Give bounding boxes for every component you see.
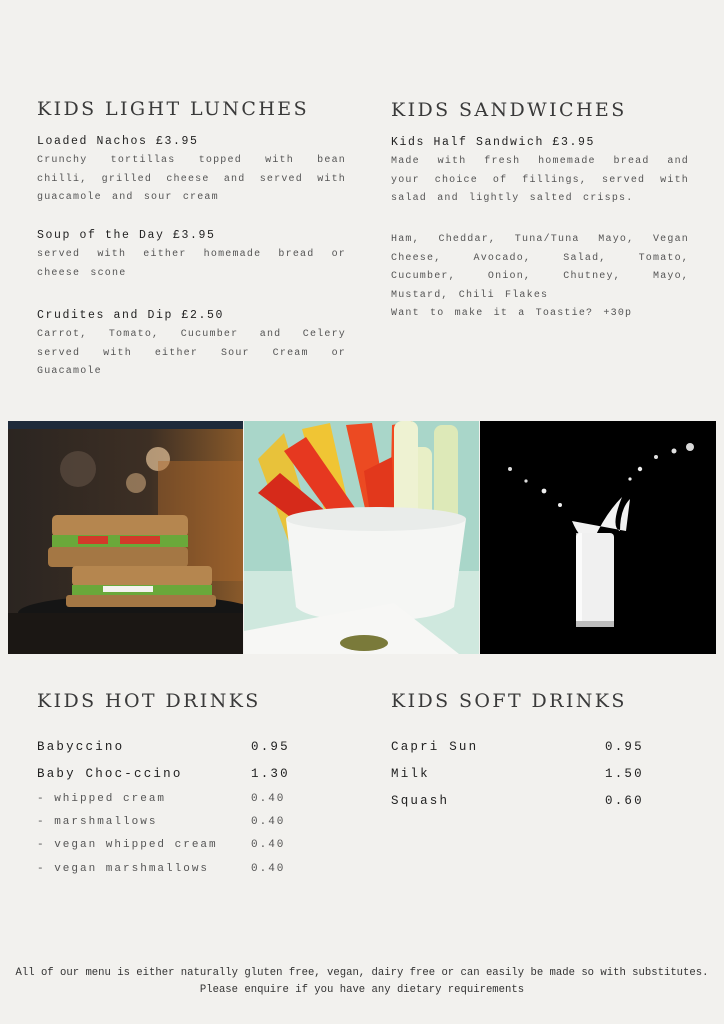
light-lunches-heading: KIDS LIGHT LUNCHES (37, 98, 309, 120)
drink-name: Capri Sun (391, 740, 479, 754)
dietary-footer (0, 965, 724, 998)
drink-milk (391, 767, 644, 781)
addon-name: - marshmallows (37, 816, 158, 828)
drink-name: Squash (391, 794, 450, 808)
soft-drinks-heading: KIDS SOFT DRINKS (391, 690, 627, 712)
sandwich-fillings: Ham, Cheddar, Tuna/Tuna Mayo, Vegan Cheese, Avocado, Salad, Tomato, Cucumber, Onion, Chutney, Mayo, Mustard, Chili Flakes (391, 234, 689, 301)
drink-squash (391, 794, 644, 808)
soup-title: Soup of the Day £3.95 (37, 229, 216, 242)
sandwich-desc: Made with fresh homemade bread and your choice of fillings, served with salad and lightly salted crisps. (391, 156, 689, 204)
nachos-title: Loaded Nachos £3.95 (37, 135, 199, 148)
drink-price: 0.95 (605, 740, 644, 754)
nachos-desc: Crunchy tortillas topped with bean chilli, grilled cheese and served with guacamole and sour cream (37, 155, 346, 203)
footer-line-2: Please enquire if you have any dietary requirements (199, 983, 525, 996)
crudites-title: Crudites and Dip £2.50 (37, 309, 225, 322)
addon-name: - vegan whipped cream (37, 839, 218, 851)
hot-drinks-heading: KIDS HOT DRINKS (37, 690, 261, 712)
drink-capri-sun (391, 740, 644, 754)
drink-name: Baby Choc-ccino (37, 767, 183, 781)
toastie-note: Want to make it a Toastie? +30p (391, 308, 633, 319)
drink-price: 1.30 (251, 767, 290, 781)
drink-price: 0.95 (251, 740, 290, 754)
addon-price: 0.40 (251, 839, 286, 851)
drink-price: 0.60 (605, 794, 644, 808)
drink-name: Babyccino (37, 740, 125, 754)
addon-price: 0.40 (251, 863, 286, 875)
drink-name: Milk (391, 767, 430, 781)
crudites-photo (244, 421, 479, 654)
addon-marshmallows (37, 816, 286, 828)
addon-vegan-whipped-cream (37, 839, 286, 851)
soup-desc: served with either homemade bread or cheese scone (37, 249, 346, 279)
addon-name: - vegan marshmallows (37, 863, 210, 875)
addon-name: - whipped cream (37, 793, 167, 805)
milk-photo (480, 421, 716, 654)
drink-babyccino (37, 740, 290, 754)
drink-price: 1.50 (605, 767, 644, 781)
addon-price: 0.40 (251, 793, 286, 805)
sandwich-title: Kids Half Sandwich £3.95 (391, 136, 596, 149)
crudites-desc: Carrot, Tomato, Cucumber and Celery served with either Sour Cream or Guacamole (37, 329, 346, 377)
addon-price: 0.40 (251, 816, 286, 828)
addon-whipped-cream (37, 793, 286, 805)
sandwich-photo (8, 421, 243, 654)
sandwiches-heading: KIDS SANDWICHES (391, 99, 627, 121)
drink-choc-ccino (37, 767, 290, 781)
addon-vegan-marshmallows (37, 863, 286, 875)
footer-line-1: All of our menu is either naturally gluten free, vegan, dairy free or can easily be made so with substitutes. (15, 967, 709, 979)
